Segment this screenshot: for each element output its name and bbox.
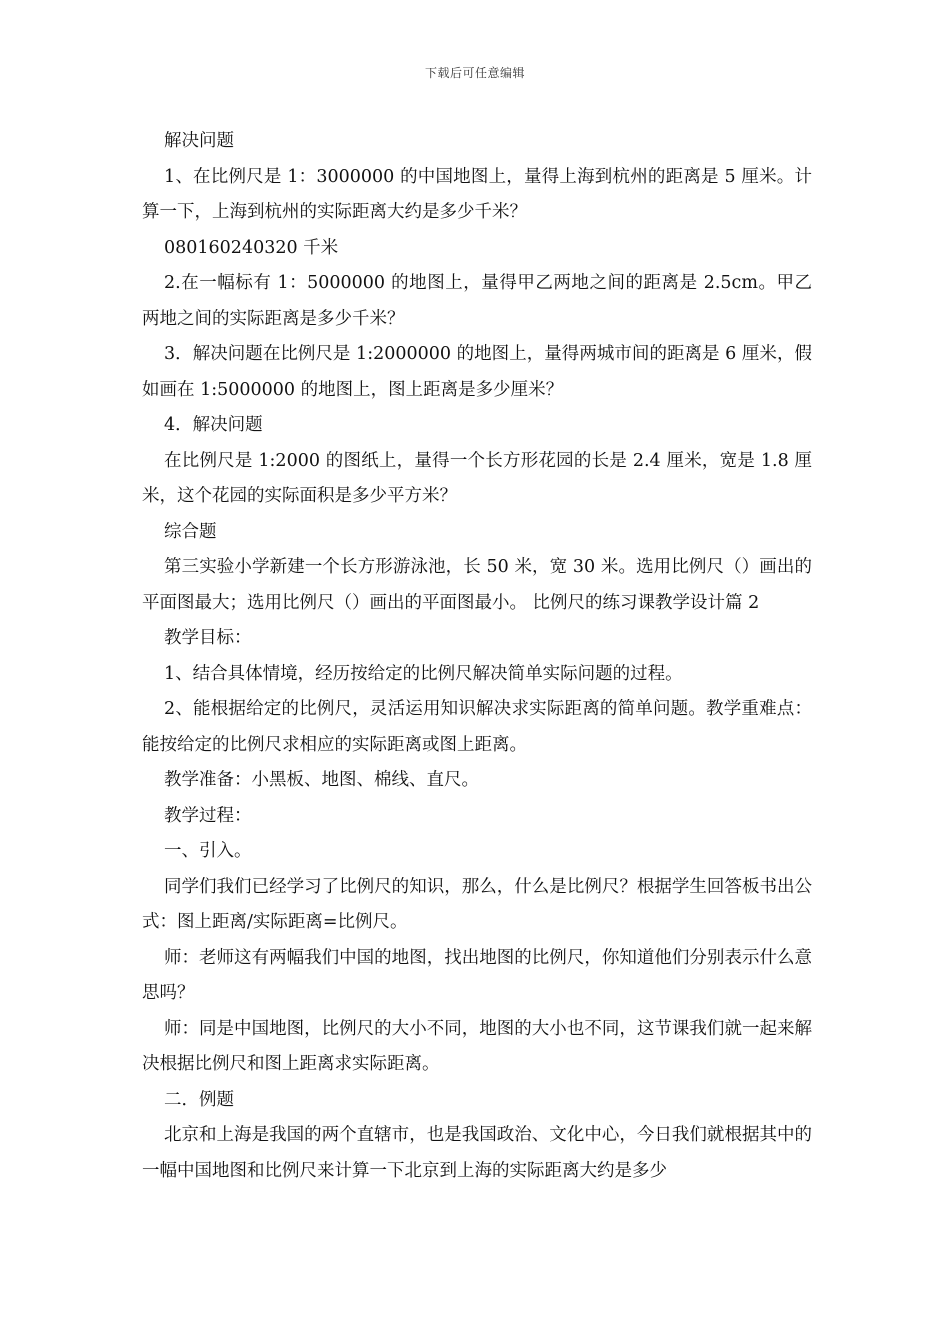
teacher-paragraph-1: 师：老师这有两幅我们中国的地图，找出地图的比例尺，你知道他们分别表示什么意思吗？ — [142, 947, 812, 1003]
intro-paragraph: 同学们我们已经学习了比例尺的知识，那么，什么是比例尺？根据学生回答板书出公式：图上距离/实际距离=比例尺。 — [142, 876, 812, 932]
intro-heading: 一、引入。 — [164, 841, 252, 861]
problem-1-paragraph: 1、在比例尺是 1：3000000 的中国地图上，量得上海到杭州的距离是 5 厘米。计算一下，上海到杭州的实际距离大约是多少千米？ — [142, 166, 812, 222]
problem-3-paragraph: 3．解决问题在比例尺是 1:2000000 的地图上，量得两城市间的距离是 6 厘米，假如画在 1:5000000 的地图上，图上距离是多少厘米？ — [142, 344, 812, 400]
teacher-paragraph-2: 师：同是中国地图，比例尺的大小不同，地图的大小也不同，这节课我们就一起来解决根据比例尺和图上距离求实际距离。 — [142, 1018, 812, 1074]
problem-2-paragraph: 2.在一幅标有 1：5000000 的地图上，量得甲乙两地之间的距离是 2.5cm。甲乙两地之间的实际距离是多少千米？ — [142, 273, 812, 329]
example-heading: 二．例题 — [164, 1089, 234, 1110]
document-body — [142, 124, 812, 1189]
page-header: 下载后可任意编辑 — [424, 66, 525, 80]
example-paragraph: 北京和上海是我国的两个直辖市，也是我国政治、文化中心，今日我们就根据其中的一幅中国地图和比例尺来计算一下北京到上海的实际距离大约是多少 — [142, 1125, 812, 1181]
teaching-goal-1: 1、结合具体情境，经历按给定的比例尺解决简单实际问题的过程。 — [164, 663, 683, 684]
teaching-goal-2: 2、能根据给定的比例尺，灵活运用知识解决求实际距离的简单问题。教学重难点：能按给定的比例尺求相应的实际距离或图上距离。 — [142, 699, 812, 755]
problem-4-heading: 4．解决问题 — [164, 415, 263, 435]
teaching-process-heading: 教学过程： — [164, 805, 252, 826]
teaching-preparation: 教学准备：小黑板、地图、棉线、直尺。 — [164, 770, 479, 790]
answer-options-line: 080160240320 千米 — [164, 237, 339, 258]
comprehensive-problem-paragraph: 第三实验小学新建一个长方形游泳池，长 50 米，宽 30 米。选用比例尺（）画出的平面图最大；选用比例尺（）画出的平面图最小。 比例尺的练习课教学设计篇 2 — [142, 557, 812, 613]
section-heading-solve-problems: 解决问题 — [164, 131, 234, 151]
section-heading-comprehensive: 综合题 — [164, 521, 217, 542]
problem-4-paragraph: 在比例尺是 1:2000 的图纸上，量得一个长方形花园的长是 2.4 厘米，宽是 1.8 厘米，这个花园的实际面积是多少平方米？ — [142, 450, 812, 506]
teaching-goals-heading: 教学目标： — [164, 628, 252, 648]
